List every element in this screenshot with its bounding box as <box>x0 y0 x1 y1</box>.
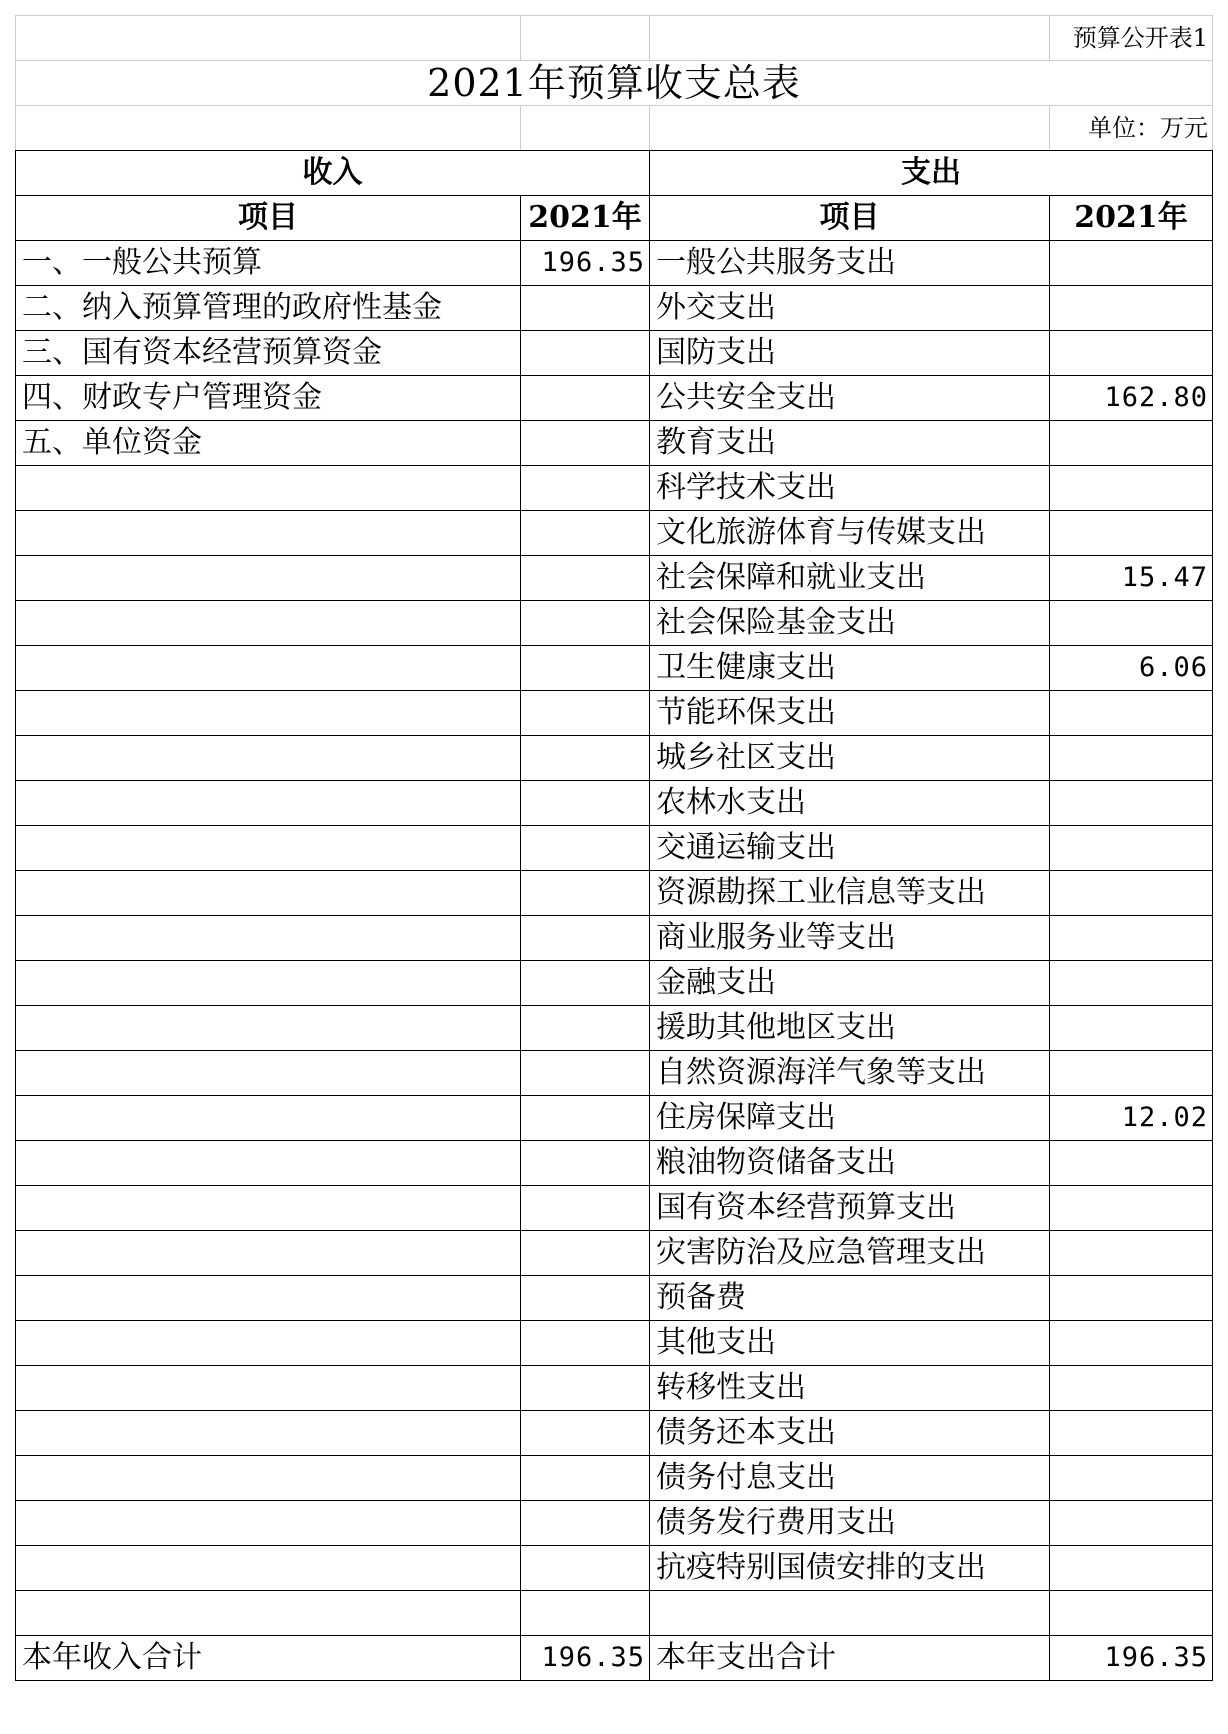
income-item-cell <box>16 1186 521 1231</box>
income-value-cell: 196.35 <box>521 241 650 286</box>
title-row <box>16 61 1213 106</box>
income-value-cell <box>521 781 650 826</box>
table-row <box>16 466 1213 511</box>
expense-value-cell <box>1050 1006 1213 1051</box>
budget-summary-table <box>15 15 1213 1681</box>
income-value-cell <box>521 376 650 421</box>
income-total-value: 196.35 <box>521 1636 650 1681</box>
income-group-header: 收入 <box>16 151 650 196</box>
expense-value-cell <box>1050 1591 1213 1636</box>
table-row <box>16 916 1213 961</box>
income-value-cell <box>521 736 650 781</box>
expense-item-cell: 转移性支出 <box>650 1366 1050 1411</box>
table-row <box>16 1006 1213 1051</box>
group-header-row <box>16 151 1213 196</box>
expense-item-cell: 自然资源海洋气象等支出 <box>650 1051 1050 1096</box>
income-value-cell <box>521 1411 650 1456</box>
income-item-cell <box>16 466 521 511</box>
expense-item-cell: 教育支出 <box>650 421 1050 466</box>
unit-row <box>16 106 1213 151</box>
table-id-row <box>16 16 1213 61</box>
income-item-cell <box>16 511 521 556</box>
income-value-cell <box>521 1366 650 1411</box>
expense-value-cell <box>1050 1411 1213 1456</box>
income-item-header: 项目 <box>16 196 521 241</box>
income-item-cell <box>16 961 521 1006</box>
income-item-cell <box>16 871 521 916</box>
expense-item-cell: 援助其他地区支出 <box>650 1006 1050 1051</box>
table-row <box>16 1501 1213 1546</box>
income-item-cell <box>16 691 521 736</box>
expense-value-cell <box>1050 826 1213 871</box>
expense-item-cell: 住房保障支出 <box>650 1096 1050 1141</box>
expense-item-cell: 预备费 <box>650 1276 1050 1321</box>
table-row <box>16 1411 1213 1456</box>
expense-value-cell <box>1050 601 1213 646</box>
table-row <box>16 421 1213 466</box>
totals-row <box>16 1636 1213 1681</box>
expense-year-header: 2021年 <box>1050 196 1213 241</box>
expense-value-cell <box>1050 331 1213 376</box>
table-id-label: 预算公开表1 <box>1050 16 1213 61</box>
income-value-cell <box>521 1141 650 1186</box>
expense-value-cell <box>1050 241 1213 286</box>
income-value-cell <box>521 1051 650 1096</box>
table-row <box>16 1456 1213 1501</box>
expense-item-cell: 债务还本支出 <box>650 1411 1050 1456</box>
income-item-cell <box>16 736 521 781</box>
table-row <box>16 781 1213 826</box>
income-value-cell <box>521 871 650 916</box>
table-row <box>16 286 1213 331</box>
table-row <box>16 556 1213 601</box>
table-row <box>16 826 1213 871</box>
table-row <box>16 1141 1213 1186</box>
income-value-cell <box>521 1006 650 1051</box>
expense-value-cell <box>1050 871 1213 916</box>
income-item-cell <box>16 916 521 961</box>
expense-item-cell: 一般公共服务支出 <box>650 241 1050 286</box>
income-value-cell <box>521 1546 650 1591</box>
expense-value-cell: 162.80 <box>1050 376 1213 421</box>
expense-item-cell: 商业服务业等支出 <box>650 916 1050 961</box>
expense-total-label: 本年支出合计 <box>650 1636 1050 1681</box>
expense-value-cell <box>1050 1186 1213 1231</box>
table-row <box>16 331 1213 376</box>
expense-item-cell: 交通运输支出 <box>650 826 1050 871</box>
expense-item-cell: 城乡社区支出 <box>650 736 1050 781</box>
income-item-cell <box>16 1141 521 1186</box>
table-row <box>16 1096 1213 1141</box>
table-row <box>16 736 1213 781</box>
income-item-cell <box>16 1231 521 1276</box>
expense-value-cell <box>1050 286 1213 331</box>
income-item-cell: 二、纳入预算管理的政府性基金 <box>16 286 521 331</box>
expense-value-cell <box>1050 916 1213 961</box>
expense-item-cell: 其他支出 <box>650 1321 1050 1366</box>
income-value-cell <box>521 1276 650 1321</box>
table-row <box>16 961 1213 1006</box>
income-value-cell <box>521 1321 650 1366</box>
expense-value-cell <box>1050 691 1213 736</box>
expense-value-cell <box>1050 1231 1213 1276</box>
expense-item-cell: 灾害防治及应急管理支出 <box>650 1231 1050 1276</box>
expense-value-cell <box>1050 511 1213 556</box>
table-row <box>16 1276 1213 1321</box>
income-item-cell <box>16 1411 521 1456</box>
expense-item-cell: 社会保险基金支出 <box>650 601 1050 646</box>
table-row <box>16 511 1213 556</box>
expense-item-cell: 债务付息支出 <box>650 1456 1050 1501</box>
income-item-cell <box>16 1546 521 1591</box>
expense-item-cell: 社会保障和就业支出 <box>650 556 1050 601</box>
table-row <box>16 1546 1213 1591</box>
table-row <box>16 1231 1213 1276</box>
income-value-cell <box>521 1186 650 1231</box>
expense-item-cell: 粮油物资储备支出 <box>650 1141 1050 1186</box>
table-row <box>16 646 1213 691</box>
expense-value-cell <box>1050 466 1213 511</box>
income-item-cell <box>16 1276 521 1321</box>
table-row <box>16 1186 1213 1231</box>
table-row <box>16 376 1213 421</box>
page-title: 2021年预算收支总表 <box>16 61 1213 106</box>
income-item-cell: 一、一般公共预算 <box>16 241 521 286</box>
expense-item-cell: 国防支出 <box>650 331 1050 376</box>
unit-label: 单位：万元 <box>1050 106 1213 151</box>
table-row <box>16 241 1213 286</box>
expense-item-cell: 公共安全支出 <box>650 376 1050 421</box>
income-value-cell <box>521 421 650 466</box>
expense-item-cell: 债务发行费用支出 <box>650 1501 1050 1546</box>
income-value-cell <box>521 961 650 1006</box>
expense-item-cell: 抗疫特别国债安排的支出 <box>650 1546 1050 1591</box>
income-total-label: 本年收入合计 <box>16 1636 521 1681</box>
income-item-cell <box>16 1591 521 1636</box>
income-value-cell <box>521 916 650 961</box>
expense-group-header: 支出 <box>650 151 1213 196</box>
income-value-cell <box>521 1501 650 1546</box>
income-item-cell: 三、国有资本经营预算资金 <box>16 331 521 376</box>
income-item-cell <box>16 1096 521 1141</box>
income-value-cell <box>521 511 650 556</box>
expense-item-cell: 外交支出 <box>650 286 1050 331</box>
table-row <box>16 1051 1213 1096</box>
income-item-cell <box>16 1321 521 1366</box>
income-year-header: 2021年 <box>521 196 650 241</box>
expense-item-header: 项目 <box>650 196 1050 241</box>
income-value-cell <box>521 1456 650 1501</box>
expense-value-cell <box>1050 1501 1213 1546</box>
expense-item-cell <box>650 1591 1050 1636</box>
expense-value-cell: 15.47 <box>1050 556 1213 601</box>
income-value-cell <box>521 601 650 646</box>
expense-item-cell: 国有资本经营预算支出 <box>650 1186 1050 1231</box>
income-value-cell <box>521 691 650 736</box>
income-value-cell <box>521 1096 650 1141</box>
table-row <box>16 1591 1213 1636</box>
income-value-cell <box>521 556 650 601</box>
income-item-cell <box>16 781 521 826</box>
expense-item-cell: 金融支出 <box>650 961 1050 1006</box>
expense-value-cell: 12.02 <box>1050 1096 1213 1141</box>
income-value-cell <box>521 1591 650 1636</box>
income-value-cell <box>521 1231 650 1276</box>
expense-item-cell: 节能环保支出 <box>650 691 1050 736</box>
expense-total-value: 196.35 <box>1050 1636 1213 1681</box>
income-item-cell <box>16 646 521 691</box>
income-value-cell <box>521 826 650 871</box>
income-value-cell <box>521 331 650 376</box>
column-header-row <box>16 196 1213 241</box>
income-value-cell <box>521 286 650 331</box>
expense-value-cell <box>1050 1321 1213 1366</box>
expense-value-cell <box>1050 1366 1213 1411</box>
expense-value-cell <box>1050 1276 1213 1321</box>
expense-value-cell <box>1050 1051 1213 1096</box>
income-item-cell <box>16 826 521 871</box>
expense-value-cell <box>1050 961 1213 1006</box>
table-row <box>16 601 1213 646</box>
income-value-cell <box>521 646 650 691</box>
expense-value-cell <box>1050 421 1213 466</box>
table-row <box>16 1366 1213 1411</box>
income-item-cell: 五、单位资金 <box>16 421 521 466</box>
expense-item-cell: 卫生健康支出 <box>650 646 1050 691</box>
expense-item-cell: 农林水支出 <box>650 781 1050 826</box>
expense-value-cell: 6.06 <box>1050 646 1213 691</box>
income-value-cell <box>521 466 650 511</box>
income-item-cell <box>16 1006 521 1051</box>
expense-value-cell <box>1050 1456 1213 1501</box>
income-item-cell <box>16 556 521 601</box>
expense-value-cell <box>1050 1546 1213 1591</box>
table-row <box>16 1321 1213 1366</box>
income-item-cell <box>16 601 521 646</box>
income-item-cell <box>16 1051 521 1096</box>
income-item-cell <box>16 1456 521 1501</box>
expense-item-cell: 资源勘探工业信息等支出 <box>650 871 1050 916</box>
income-item-cell <box>16 1366 521 1411</box>
table-row <box>16 691 1213 736</box>
expense-value-cell <box>1050 736 1213 781</box>
expense-value-cell <box>1050 781 1213 826</box>
expense-item-cell: 科学技术支出 <box>650 466 1050 511</box>
expense-item-cell: 文化旅游体育与传媒支出 <box>650 511 1050 556</box>
expense-value-cell <box>1050 1141 1213 1186</box>
income-item-cell <box>16 1501 521 1546</box>
income-item-cell: 四、财政专户管理资金 <box>16 376 521 421</box>
table-row <box>16 871 1213 916</box>
